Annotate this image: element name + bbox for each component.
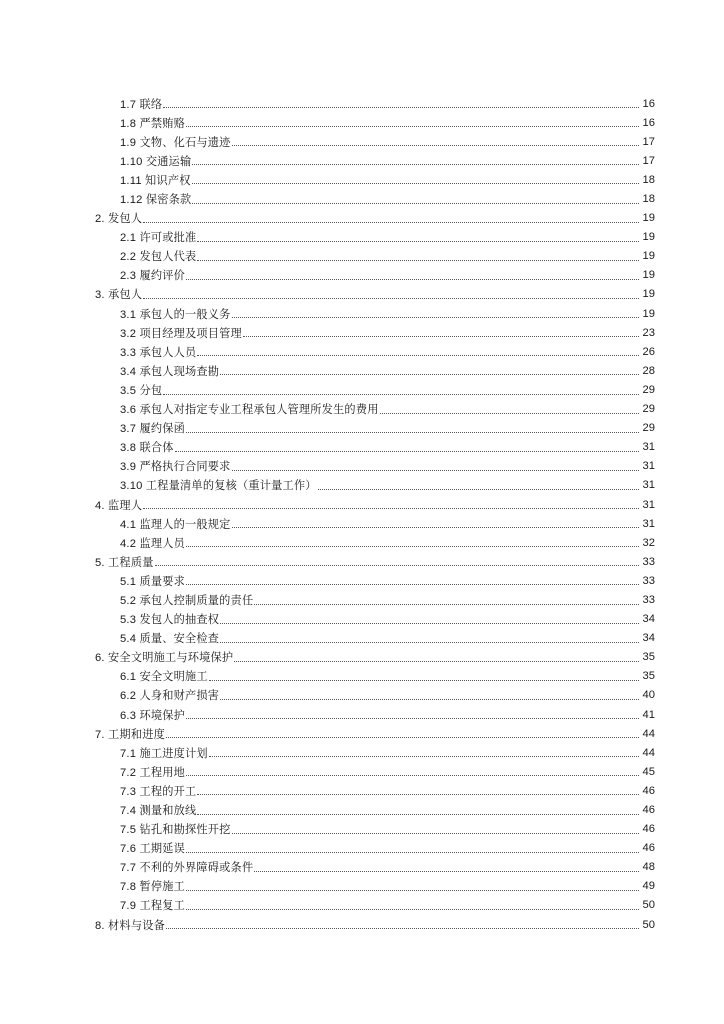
toc-dot-leader — [380, 412, 639, 414]
toc-page-number: 18 — [642, 173, 655, 186]
toc-entry-title: 1.10 交通运输 — [120, 155, 192, 168]
toc-dot-leader — [197, 354, 639, 356]
toc-entry-title: 7.6 工期延误 — [120, 843, 186, 856]
toc-entry-title: 3.3 承包人人员 — [120, 346, 197, 359]
table-of-contents — [0, 94, 724, 934]
toc-page-number: 31 — [642, 460, 655, 473]
toc-dot-leader — [197, 813, 639, 815]
toc-section-entry[interactable] — [0, 610, 724, 629]
toc-section-entry[interactable] — [0, 438, 724, 457]
toc-page-number: 29 — [642, 403, 655, 416]
toc-entry-title: 5. 工程质量 — [95, 556, 154, 569]
toc-dot-leader — [197, 259, 639, 261]
toc-section-entry[interactable] — [0, 839, 724, 858]
toc-entry-title: 5.2 承包人控制质量的责任 — [120, 594, 254, 607]
toc-page-number: 16 — [642, 116, 655, 129]
toc-page-number: 29 — [642, 383, 655, 396]
toc-section-entry[interactable] — [0, 113, 724, 132]
toc-dot-leader — [186, 889, 639, 891]
toc-dot-leader — [155, 564, 639, 566]
toc-page-number: 23 — [642, 326, 655, 339]
toc-entry-title: 3.6 承包人对指定专业工程承包人管理所发生的费用 — [120, 404, 379, 417]
toc-dot-leader — [197, 240, 639, 242]
toc-entry-title: 6.3 环境保护 — [120, 709, 186, 722]
toc-dot-leader — [254, 870, 639, 872]
toc-chapter-entry[interactable] — [0, 552, 724, 571]
toc-page-number: 29 — [642, 422, 655, 435]
toc-dot-leader — [220, 622, 639, 624]
toc-dot-leader — [197, 793, 639, 795]
toc-page-number: 31 — [642, 441, 655, 454]
toc-section-entry[interactable] — [0, 629, 724, 648]
toc-section-entry[interactable] — [0, 571, 724, 590]
toc-section-entry[interactable] — [0, 686, 724, 705]
toc-entry-title: 4.2 监理人员 — [120, 537, 186, 550]
toc-section-entry[interactable] — [0, 94, 724, 113]
toc-entry-title: 6.1 安全文明施工 — [120, 671, 208, 684]
toc-entry-title: 3.8 联合体 — [120, 442, 174, 455]
toc-dot-leader — [243, 335, 639, 337]
toc-entry-title: 4.1 监理人的一般规定 — [120, 518, 231, 531]
toc-dot-leader — [232, 526, 639, 528]
toc-page-number: 44 — [642, 727, 655, 740]
toc-section-entry[interactable] — [0, 820, 724, 839]
toc-page-number: 49 — [642, 880, 655, 893]
toc-entry-title: 6.2 人身和财产损害 — [120, 690, 220, 703]
toc-dot-leader — [220, 698, 639, 700]
toc-dot-leader — [209, 679, 639, 681]
toc-dot-leader — [186, 717, 639, 719]
toc-dot-leader — [186, 851, 639, 853]
toc-page-number: 48 — [642, 861, 655, 874]
toc-entry-title: 3.9 严格执行合同要求 — [120, 461, 231, 474]
toc-entry-title: 3.1 承包人的一般义务 — [120, 308, 231, 321]
toc-page-number: 33 — [642, 555, 655, 568]
toc-dot-leader — [143, 221, 639, 223]
toc-dot-leader — [232, 832, 639, 834]
toc-page-number: 19 — [642, 231, 655, 244]
toc-entry-title: 1.7 联络 — [120, 98, 163, 111]
toc-entry-title: 2.2 发包人代表 — [120, 251, 197, 264]
toc-page-number: 44 — [642, 746, 655, 759]
toc-page-number: 31 — [642, 479, 655, 492]
toc-dot-leader — [232, 316, 639, 318]
toc-section-entry[interactable] — [0, 247, 724, 266]
toc-page-number: 32 — [642, 536, 655, 549]
toc-page-number: 18 — [642, 193, 655, 206]
toc-entry-title: 2.3 履约评价 — [120, 270, 186, 283]
toc-dot-leader — [175, 450, 639, 452]
toc-chapter-entry[interactable] — [0, 209, 724, 228]
toc-page-number: 16 — [642, 97, 655, 110]
toc-dot-leader — [192, 182, 639, 184]
toc-dot-leader — [163, 393, 639, 395]
toc-page-number: 40 — [642, 689, 655, 702]
toc-entry-title: 3.7 履约保函 — [120, 423, 186, 436]
toc-dot-leader — [254, 603, 639, 605]
toc-entry-title: 7.4 测量和放线 — [120, 805, 197, 818]
toc-section-entry[interactable] — [0, 419, 724, 438]
toc-section-entry[interactable] — [0, 476, 724, 495]
toc-entry-title: 3.10 工程量清单的复核（重计量工作） — [120, 480, 317, 493]
toc-dot-leader — [143, 507, 639, 509]
toc-page-number: 34 — [642, 613, 655, 626]
toc-section-entry[interactable] — [0, 228, 724, 247]
toc-section-entry[interactable] — [0, 457, 724, 476]
toc-entry-title: 1.11 知识产权 — [120, 174, 191, 187]
toc-entry-title: 7.8 暂停施工 — [120, 881, 186, 894]
toc-entry-title: 7.2 工程用地 — [120, 766, 186, 779]
toc-entry-title: 1.8 严禁贿赂 — [120, 117, 186, 130]
toc-dot-leader — [220, 373, 639, 375]
toc-section-entry[interactable] — [0, 705, 724, 724]
toc-page-number: 17 — [642, 135, 655, 148]
toc-entry-title: 4. 监理人 — [95, 499, 143, 512]
toc-entry-title: 7. 工期和进度 — [95, 728, 165, 741]
toc-page-number: 31 — [642, 517, 655, 530]
toc-dot-leader — [232, 144, 639, 146]
toc-section-entry[interactable] — [0, 342, 724, 361]
toc-page-number: 34 — [642, 632, 655, 645]
toc-chapter-entry[interactable] — [0, 724, 724, 743]
toc-section-entry[interactable] — [0, 762, 724, 781]
toc-entry-title: 7.7 不利的外界障碍或条件 — [120, 862, 254, 875]
toc-page-number: 50 — [642, 918, 655, 931]
toc-dot-leader — [186, 545, 639, 547]
toc-entry-title: 3.5 分包 — [120, 384, 163, 397]
toc-dot-leader — [186, 908, 639, 910]
toc-section-entry[interactable] — [0, 304, 724, 323]
toc-dot-leader — [163, 106, 639, 108]
toc-section-entry[interactable] — [0, 800, 724, 819]
toc-section-entry[interactable] — [0, 361, 724, 380]
toc-entry-title: 5.3 发包人的抽查权 — [120, 614, 220, 627]
toc-section-entry[interactable] — [0, 743, 724, 762]
toc-section-entry[interactable] — [0, 781, 724, 800]
toc-dot-leader — [318, 488, 639, 490]
toc-section-entry[interactable] — [0, 189, 724, 208]
toc-section-entry[interactable] — [0, 132, 724, 151]
toc-chapter-entry[interactable] — [0, 285, 724, 304]
toc-section-entry[interactable] — [0, 266, 724, 285]
toc-entry-title: 5.1 质量要求 — [120, 575, 186, 588]
toc-page-number: 46 — [642, 842, 655, 855]
toc-page-number: 19 — [642, 212, 655, 225]
toc-section-entry[interactable] — [0, 151, 724, 170]
toc-section-entry[interactable] — [0, 877, 724, 896]
toc-dot-leader — [143, 297, 639, 299]
toc-chapter-entry[interactable] — [0, 495, 724, 514]
toc-entry-title: 7.9 工程复工 — [120, 900, 186, 913]
toc-page-number: 19 — [642, 307, 655, 320]
toc-page-number: 35 — [642, 651, 655, 664]
toc-entry-title: 1.12 保密条款 — [120, 194, 192, 207]
toc-page-number: 31 — [642, 498, 655, 511]
toc-dot-leader — [234, 660, 639, 662]
toc-page-number: 35 — [642, 670, 655, 683]
toc-section-entry[interactable] — [0, 590, 724, 609]
toc-entry-title: 1.9 文物、化石与遗迹 — [120, 136, 231, 149]
toc-page-number: 46 — [642, 804, 655, 817]
toc-page-number: 46 — [642, 784, 655, 797]
toc-section-entry[interactable] — [0, 858, 724, 877]
toc-dot-leader — [186, 125, 639, 127]
toc-page-number: 33 — [642, 574, 655, 587]
toc-entry-title: 3.4 承包人现场查勘 — [120, 365, 220, 378]
toc-entry-title: 6. 安全文明施工与环境保护 — [95, 652, 234, 665]
toc-entry-title: 7.5 钻孔和勘探性开挖 — [120, 824, 231, 837]
toc-section-entry[interactable] — [0, 323, 724, 342]
toc-page-number: 19 — [642, 288, 655, 301]
toc-chapter-entry[interactable] — [0, 648, 724, 667]
toc-dot-leader — [209, 755, 639, 757]
toc-dot-leader — [166, 736, 639, 738]
toc-dot-leader — [186, 774, 639, 776]
toc-dot-leader — [166, 927, 639, 929]
toc-page-number: 19 — [642, 250, 655, 263]
toc-section-entry[interactable] — [0, 514, 724, 533]
toc-page-number: 45 — [642, 765, 655, 778]
toc-entry-title: 2.1 许可或批准 — [120, 232, 197, 245]
toc-dot-leader — [192, 163, 639, 165]
toc-dot-leader — [192, 202, 639, 204]
toc-page-number: 41 — [642, 708, 655, 721]
toc-section-entry[interactable] — [0, 400, 724, 419]
toc-page-number: 28 — [642, 364, 655, 377]
toc-page-number: 50 — [642, 899, 655, 912]
toc-entry-title: 7.1 施工进度计划 — [120, 747, 208, 760]
toc-dot-leader — [232, 469, 639, 471]
toc-entry-title: 5.4 质量、安全检查 — [120, 633, 220, 646]
toc-page-number: 26 — [642, 345, 655, 358]
toc-chapter-entry[interactable] — [0, 915, 724, 934]
toc-dot-leader — [186, 431, 639, 433]
toc-section-entry[interactable] — [0, 667, 724, 686]
toc-page-number: 17 — [642, 154, 655, 167]
toc-entry-title: 8. 材料与设备 — [95, 919, 165, 932]
toc-entry-title: 7.3 工程的开工 — [120, 785, 197, 798]
toc-section-entry[interactable] — [0, 896, 724, 915]
toc-entry-title: 2. 发包人 — [95, 213, 143, 226]
toc-section-entry[interactable] — [0, 380, 724, 399]
toc-dot-leader — [186, 583, 639, 585]
toc-dot-leader — [186, 278, 639, 280]
toc-page-number: 33 — [642, 593, 655, 606]
toc-entry-title: 3. 承包人 — [95, 289, 143, 302]
toc-page-number: 46 — [642, 823, 655, 836]
toc-entry-title: 3.2 项目经理及项目管理 — [120, 327, 242, 340]
toc-page-number: 19 — [642, 269, 655, 282]
toc-section-entry[interactable] — [0, 170, 724, 189]
toc-dot-leader — [220, 641, 639, 643]
toc-section-entry[interactable] — [0, 533, 724, 552]
